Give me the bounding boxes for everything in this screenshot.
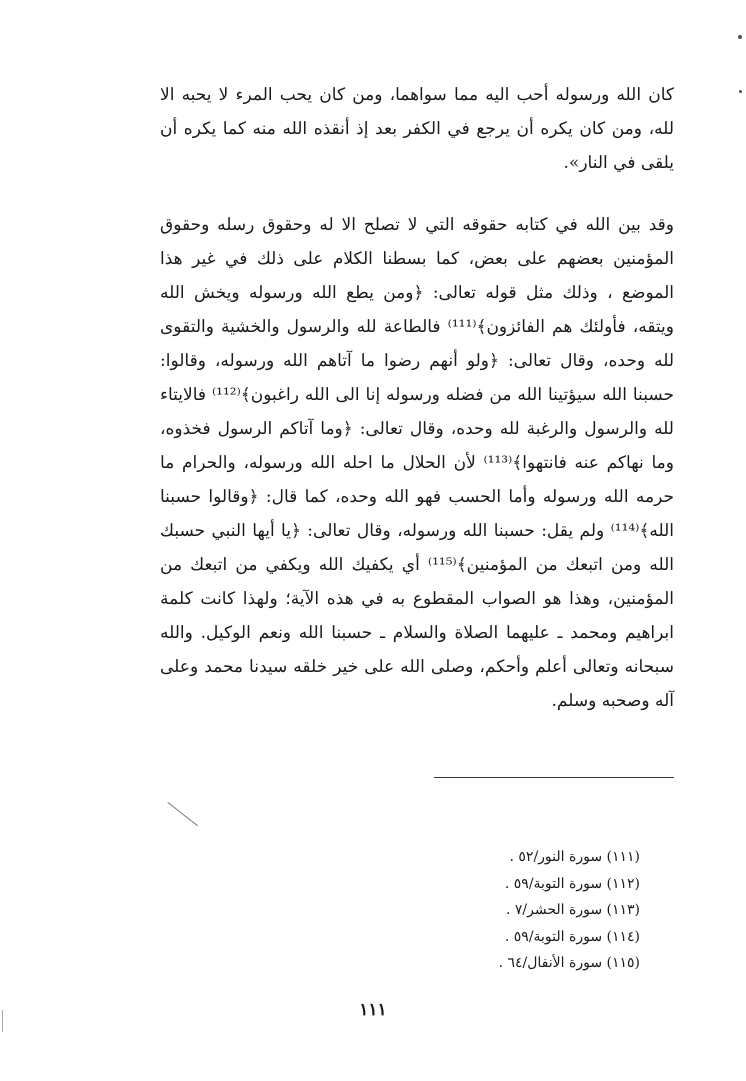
footnotes-list (340, 844, 640, 977)
footnote-112: (١١٢) سورة التوبة/٥٩ . (504, 875, 640, 892)
footnote-114: (١١٤) سورة التوبة/٥٩ . (504, 928, 640, 945)
footnote-111: (١١١) سورة النور/٥٢ . (509, 849, 640, 865)
page-number: ١١١ (359, 1000, 387, 1020)
footnote-separator-rule (434, 777, 674, 778)
footnote-115: (١١٥) سورة الأنفال/٦٤ . (498, 955, 640, 971)
footnote-113: (١١٣) سورة الحشر/٧ . (505, 902, 640, 918)
stray-pen-mark (167, 802, 198, 826)
scan-speck-mark-2 (739, 90, 742, 93)
scan-edge-mark (2, 1010, 3, 1032)
paragraph-2: وقد بين الله في كتابه حقوقه التي لا تصلح الا له وحقوق رسله وحقوق المؤمنين بعضهم على بعض، كما بسطنا الكلام على ذلك في غير هذا الموضع ، وذلك مثل قوله تعالى: ﴿ومن يطع الله ورسوله ويخش الله ويتقه، فأولئك هم الفائزون﴾⁽¹¹¹⁾ فالطاعة لله والرسول والخشية والتقوى لله وحده، وقال تعالى: ﴿ولو أنهم رضوا ما آتاهم الله ورسوله، وقالوا: حسبنا الله سيؤتينا الله من فضله ورسوله إنا الى الله راغبون﴾⁽¹¹²⁾ فالايتاء لله والرسول والرغبة لله وحده، وقال تعالى: ﴿وما آتاكم الرسول فخذوه، وما نهاكم عنه فانتهوا﴾⁽¹¹³⁾ لأن الحلال ما احله الله ورسوله، والحرام ما حرمه الله ورسوله وأما الحسب فهو الله وحده، كما قال: ﴿وقالوا حسبنا الله﴾⁽¹¹⁴⁾ ولم يقل: حسبنا الله ورسوله، وقال تعالى: ﴿يا أيها النبي حسبك الله ومن اتبعك من المؤمنين﴾⁽¹¹⁵⁾ أي يكفيك الله ويكفي من اتبعك من المؤمنين، وهذا هو الصواب المقطوع به في هذه الآية؛ ولهذا كانت كلمة ابراهيم ومحمد ـ عليهما الصلاة والسلام ـ حسبنا الله ونعم الوكيل. والله سبحانه وتعالى أعلم وأحكم، وصلى الله على خير خلقه سيدنا محمد وعلى آله وصحبه وسلم. (160, 215, 674, 711)
scan-speck-mark (738, 35, 742, 39)
paragraph-1: كان الله ورسوله أحب اليه مما سواهما، ومن كان يحب المرء لا يحبه الا لله، ومن كان يكره أن يرجع في الكفر بعد إذ أنقذه الله منه كما يكره أن يلقى في النار». (160, 85, 674, 173)
